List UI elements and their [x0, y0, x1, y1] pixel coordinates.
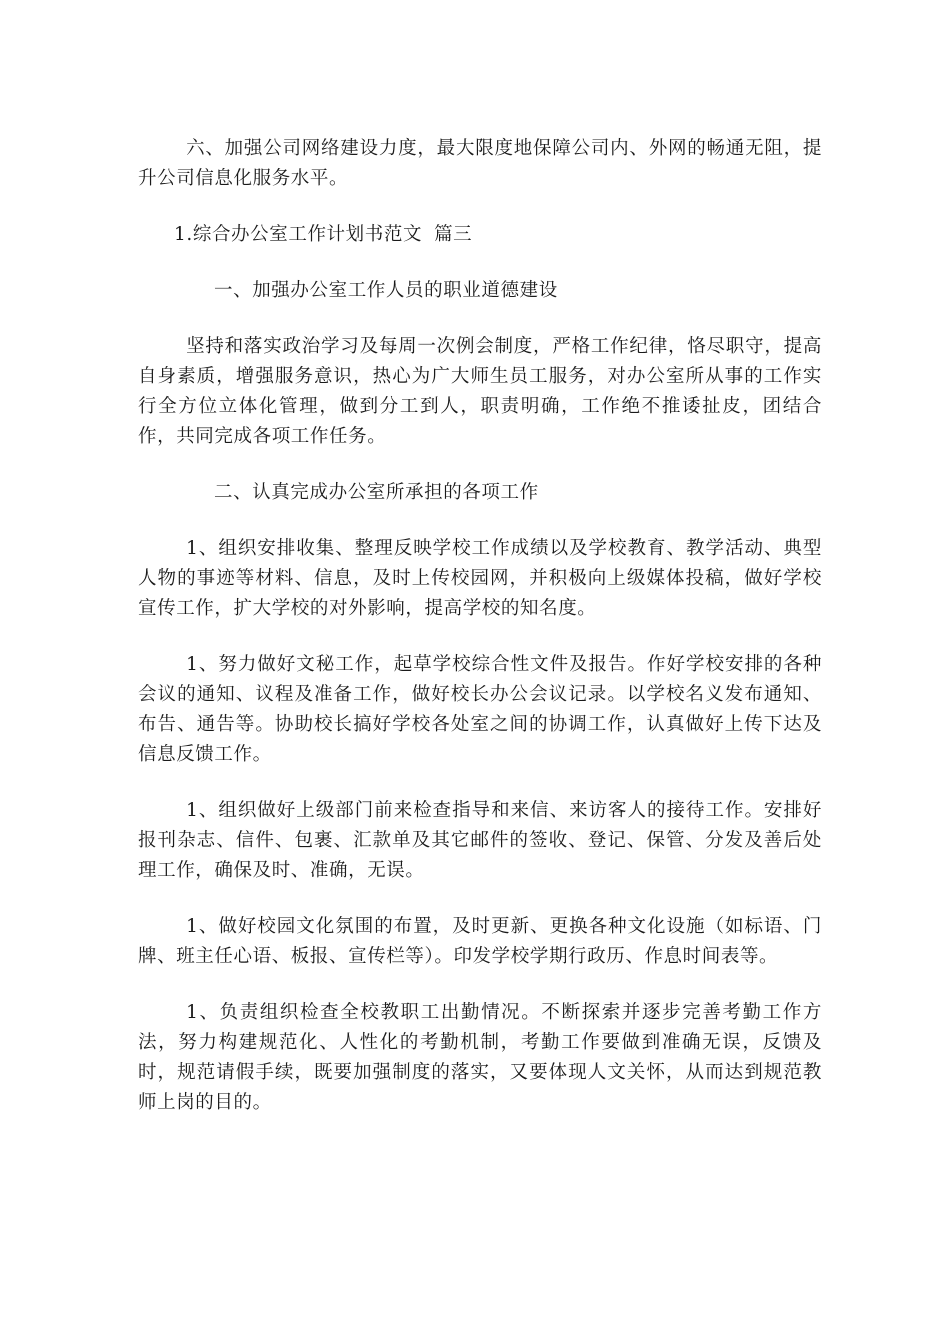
paragraph-item-attendance: 1、负责组织检查全校教职工出勤情况。不断探索并逐步完善考勤工作方法，努力构建规范化、人性化的考勤机制，考勤工作要做到准确无误，反馈及时，规范请假手续，既要加强制度的落实，又要体现人文关怀，从而达到规范教师上岗的目的。 [138, 1002, 822, 1113]
section-title-text: 1.综合办公室工作计划书范文 [174, 224, 423, 245]
paragraph-item-culture: 1、做好校园文化氛围的布置，及时更新、更换各种文化设施（如标语、门牌、班主任心语、板报、宣传栏等）。印发学校学期行政历、作息时间表等。 [138, 916, 822, 967]
document-page [138, 134, 822, 1144]
paragraph-item-secretarial: 1、努力做好文秘工作，起草学校综合性文件及报告。作好学校安排的各种会议的通知、议程及准备工作，做好校长办公会议记录。以学校名义发布通知、布告、通告等。协助校长搞好学校各处室之间的协调工作，认真做好上传下达及信息反馈工作。 [138, 654, 822, 765]
paragraph-item-publicity: 1、组织安排收集、整理反映学校工作成绩以及学校教育、教学活动、典型人物的事迹等材料、信息，及时上传校园网，并积极向上级媒体投稿，做好学校宣传工作，扩大学校的对外影响，提高学校的知名度。 [138, 538, 822, 619]
paragraph-network: 六、加强公司网络建设力度，最大限度地保障公司内、外网的畅通无阻，提升公司信息化服务水平。 [138, 138, 822, 189]
section-tag: 篇三 [434, 224, 473, 245]
heading-tasks: 二、认真完成办公室所承担的各项工作 [214, 482, 539, 503]
section-title [138, 220, 822, 250]
heading-ethics: 一、加强办公室工作人员的职业道德建设 [214, 280, 558, 301]
paragraph-ethics: 坚持和落实政治学习及每周一次例会制度，严格工作纪律，恪尽职守，提高自身素质，增强服务意识，热心为广大师生员工服务，对办公室所从事的工作实行全方位立体化管理，做到分工到人，职责明确，工作绝不推诿扯皮，团结合作，共同完成各项工作任务。 [138, 336, 822, 447]
paragraph-item-reception: 1、组织做好上级部门前来检查指导和来信、来访客人的接待工作。安排好报刊杂志、信件、包裹、汇款单及其它邮件的签收、登记、保管、分发及善后处理工作，确保及时、准确，无误。 [138, 800, 822, 881]
